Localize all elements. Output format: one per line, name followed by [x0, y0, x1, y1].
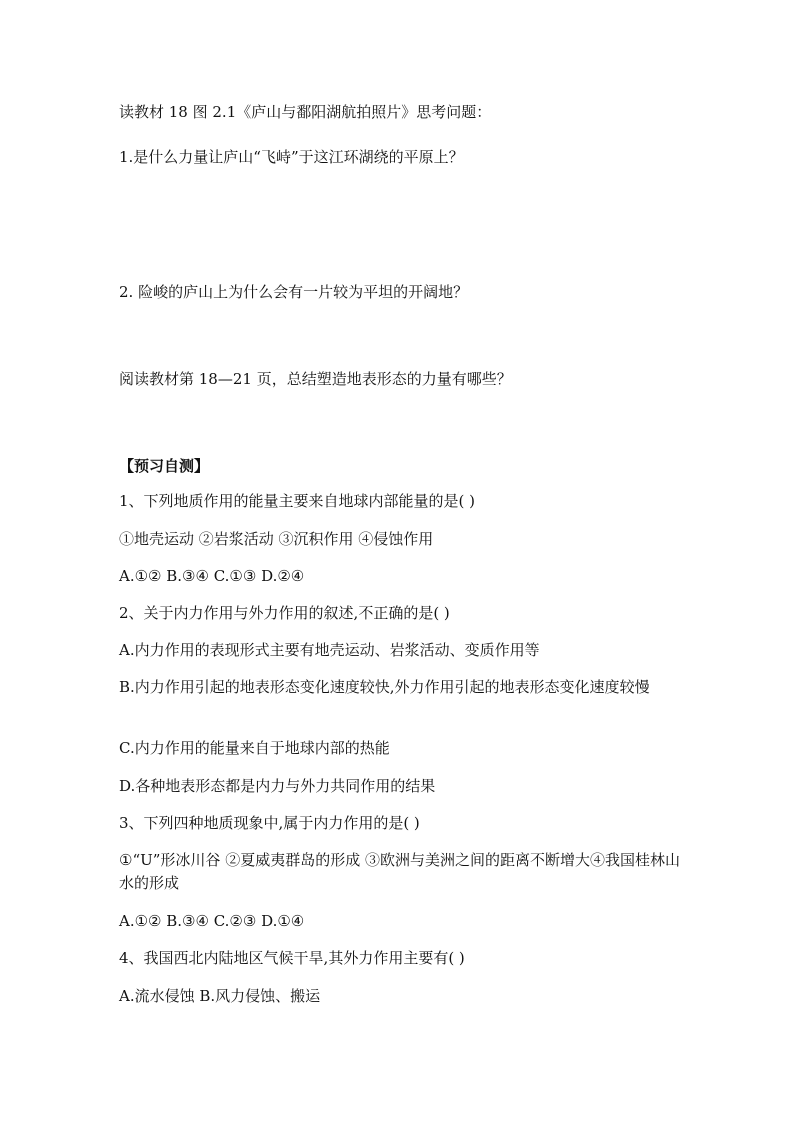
q4-options: A.流水侵蚀 B.风力侵蚀、搬运	[119, 987, 321, 1005]
preview-heading: 【预习自测】	[119, 457, 210, 475]
q2-option-a: A.内力作用的表现形式主要有地壳运动、岩浆活动、变质作用等	[119, 641, 540, 659]
q1-options: A.①② B.③④ C.①③ D.②④	[119, 567, 305, 585]
q3-options: A.①② B.③④ C.②③ D.①④	[119, 912, 305, 930]
q2-option-d: D.各种地表形态都是内力与外力共同作用的结果	[119, 777, 436, 795]
q3-items: ①“U”形冰川谷 ②夏威夷群岛的形成 ③欧洲与美洲之间的距离不断增大④我国桂林山水的形成	[119, 851, 680, 892]
read-prompt: 读教材 18 图 2.1《庐山与鄱阳湖航拍照片》思考问题：	[119, 103, 492, 121]
q1-stem: 1、下列地质作用的能量主要来自地球内部能量的是( )	[119, 492, 476, 510]
q2-option-b: B.内力作用引起的地表形态变化速度较快,外力作用引起的地表形态变化速度较慢	[119, 678, 650, 696]
question-1: 1.是什么力量让庐山“飞峙”于这江环湖绕的平原上？	[119, 148, 464, 166]
q2-stem: 2、关于内力作用与外力作用的叙述,不正确的是( )	[119, 604, 450, 622]
reading-task: 阅读教材第 18—21 页，总结塑造地表形态的力量有哪些？	[119, 370, 512, 388]
q4-stem: 4、我国西北内陆地区气候干旱,其外力作用主要有( )	[119, 949, 465, 967]
q3-stem: 3、下列四种地质现象中,属于内力作用的是( )	[119, 814, 420, 832]
q2-option-c: C.内力作用的能量来自于地球内部的热能	[119, 739, 390, 757]
question-2: 2. 险峻的庐山上为什么会有一片较为平坦的开阔地？	[119, 283, 469, 301]
q1-items: ①地壳运动 ②岩浆活动 ③沉积作用 ④侵蚀作用	[119, 530, 434, 548]
